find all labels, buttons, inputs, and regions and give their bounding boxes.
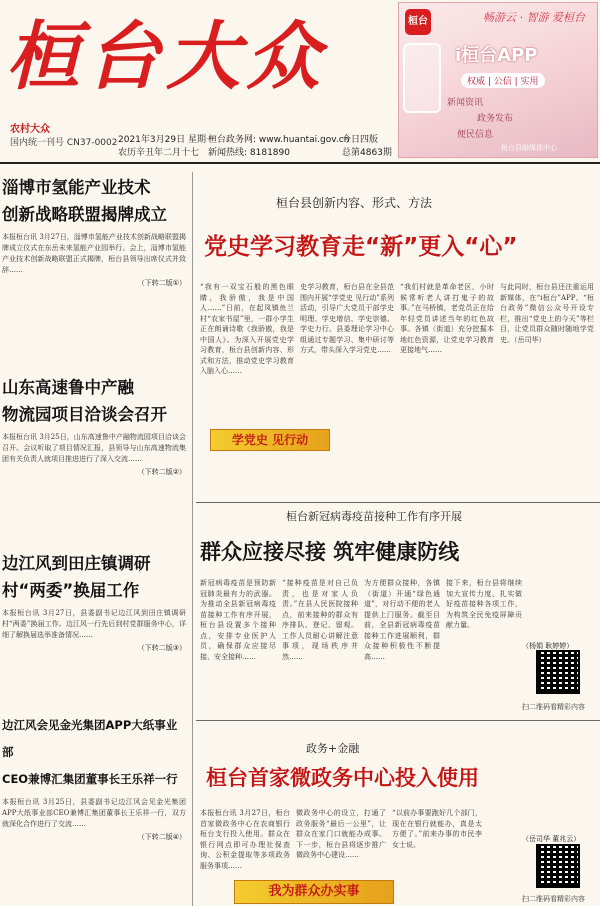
kicker: 桓台新冠病毒疫苗接种工作有序开展 bbox=[286, 510, 462, 523]
masthead bbox=[0, 0, 600, 160]
continued-link[interactable]: （下转二版④） bbox=[137, 833, 186, 841]
lunar-date: 农历辛丑年二月十七 bbox=[118, 148, 200, 158]
story-column: 微政务中心的设立，打通了政务服务“最后一公里”，让群众在家门口就能办成事。下一步，桓台县将逐步推广微政务中心建设…… bbox=[296, 809, 386, 859]
ad-features bbox=[447, 95, 513, 143]
kicker: 政务+金融 bbox=[306, 742, 360, 755]
masthead-rule bbox=[0, 162, 600, 164]
qr-caption: 扫二维码看精彩内容 bbox=[522, 703, 585, 711]
ad-feature-gov: 政务发布 bbox=[477, 114, 514, 124]
story-column: 史学习教育，桓台县在全县范围内开展“学党史 见行动”系列活动，引导广大党员干部学史明理、学史增信、学史崇德、学史力行。县委理论学习中心组通过专题学习、集中研讨等方式，带头深入学习党史…… bbox=[300, 283, 394, 354]
section-rule bbox=[196, 720, 600, 721]
article-body: 本报桓台讯 3月27日，淄博市氢能产业技术创新战略联盟揭牌成立仪式在东岳未来氢能产业园举行。会上，淄博市氢能产业技术创新战略联盟正式揭牌，桓台县领导出席仪式并致辞…… bbox=[2, 233, 186, 274]
lead-headline[interactable]: 桓台首家微政务中心投入使用 bbox=[206, 766, 479, 790]
ad-tags: 权威 | 公信 | 实用 bbox=[461, 73, 545, 88]
article-body: 本报桓台讯 3月25日，县委副书记边江风会见金光集团APP大纸事业部CEO兼博汇集团董事长王乐祥一行，双方就深化合作进行了交流…… bbox=[2, 798, 186, 828]
article-body: 本报桓台讯 3月25日，山东高速鲁中产融物流园项目洽谈会召开。会议听取了项目情况汇报，县领导与山东高速物流集团有关负责人就项目推进进行了深入交流…… bbox=[2, 433, 186, 463]
headline: 淄博市氢能产业技术 bbox=[2, 178, 151, 197]
app-name: i桓台APP bbox=[455, 45, 538, 66]
masthead-contacts bbox=[208, 134, 349, 160]
kicker: 桓台县创新内容、形式、方法 bbox=[276, 196, 433, 210]
story-column: 与此同时，桓台县还注重运用新媒体，在“i桓台”APP、“桓台政务”微信公众号开设专栏，推出“党史上的今天”等栏目，让党员群众随时随地学党史。（岳司华） bbox=[500, 283, 594, 344]
headline: 边江风会见金光集团APP大纸事业部 bbox=[2, 718, 178, 759]
issue-number: 总第4863期 bbox=[342, 148, 392, 158]
article-election[interactable] bbox=[2, 550, 186, 653]
issue-date: 2021年3月29日 星期一 bbox=[118, 135, 215, 145]
newspaper-title: 桓台大众 bbox=[6, 14, 326, 100]
story-column: “以前办事要跑好几个部门，现在在银行就能办，真是太方便了。”前来办事的市民李女士说。 bbox=[392, 809, 482, 849]
app-logo-icon: 桓台 bbox=[405, 9, 431, 35]
story-column: 为方便群众接种，各镇（街道）开通“绿色通道”，对行动不便的老人提供上门服务。截至目前，全县新冠病毒疫苗接种工作进展顺利，群众接种积极性不断提高…… bbox=[364, 579, 440, 661]
hotline: 新闻热线: 8181890 bbox=[208, 148, 290, 158]
site-url[interactable]: 桓台政务网: www.huantai.gov.cn bbox=[208, 135, 350, 145]
story-column: “我有一双宝石般的黑色眼睛，我骄傲，我是中国人……”日前，在起凤镇鱼兰村“农家书屋”里，一群小学生正在朗诵诗歌《我骄傲，我是中国人》。为深入开展党史学习教育，桓台县创新内容、形式和方法，推动党史学习教育入脑入心…… bbox=[200, 283, 294, 375]
story-column: 接下来，桓台县将继续加大宣传力度，扎实做好疫苗接种各项工作，为构筑全民免疫屏障贡献力量。 bbox=[446, 579, 522, 629]
ad-feature-news: 新闻资讯 bbox=[447, 98, 484, 108]
column-divider bbox=[192, 172, 193, 906]
headline: 创新战略联盟揭牌成立 bbox=[2, 205, 167, 224]
article-hydrogen[interactable] bbox=[2, 174, 186, 288]
byline: （岳司华 董兆云） bbox=[522, 835, 581, 843]
left-column bbox=[0, 172, 190, 906]
headline: 物流园项目洽谈会召开 bbox=[2, 405, 167, 424]
story-column: 本报桓台讯 3月27日，桓台首家微政务中心在农商银行桓台支行投入使用。群众在银行网点即可办理社保查询、公积金提取等多项政务服务事项…… bbox=[200, 809, 290, 870]
theme-banner: 学党史 见行动 bbox=[210, 429, 330, 451]
headline: 山东高速鲁中产融 bbox=[2, 378, 134, 397]
ad-feature-service: 便民信息 bbox=[457, 130, 494, 140]
byline: （杨娟 耿婷婷） bbox=[522, 642, 574, 650]
lead-headline[interactable]: 党史学习教育走“新”更入“心” bbox=[204, 234, 518, 260]
story-column: “我们村就是革命老区，小时候常听老人讲打鬼子的故事。”在马桥镇，老党员正在给年轻党员讲述当年的红色故事。各镇（街道）充分挖掘本地红色资源，让党史学习教育更接地气…… bbox=[400, 283, 494, 354]
masthead-pages bbox=[342, 134, 392, 160]
theme-banner: 我为群众办实事 bbox=[234, 880, 394, 904]
continued-link[interactable]: （下转二版③） bbox=[137, 644, 186, 652]
story-column: 新冠病毒疫苗是预防新冠肺炎最有力的武器。为推动全县新冠病毒疫苗接种工作有序开展，桓台县设置多个接种点，安排专业医护人员，确保群众应接尽接、安全接种…… bbox=[200, 579, 276, 661]
phone-icon bbox=[403, 43, 441, 113]
headline: CEO兼博汇集团董事长王乐祥一行 bbox=[2, 772, 178, 786]
article-meeting[interactable] bbox=[2, 712, 186, 842]
story-column: “接种疫苗是对自己负责，也是对家人负责。”在县人民医院接种点，前来接种的群众有序排队、登记、留观。工作人员耐心讲解注意事项，现场秩序井然…… bbox=[282, 579, 358, 661]
publication-code: 国内统一刊号 CN37-0002 bbox=[10, 138, 118, 148]
ad-footer: 桓台县融媒体中心 bbox=[501, 144, 557, 152]
headline: 村“两委”换届工作 bbox=[2, 581, 140, 600]
article-logistics[interactable] bbox=[2, 374, 186, 477]
continued-link[interactable]: （下转二版①） bbox=[137, 279, 186, 287]
lead-headline[interactable]: 群众应接尽接 筑牢健康防线 bbox=[200, 540, 460, 564]
headline: 边江风到田庄镇调研 bbox=[2, 554, 151, 573]
qr-caption: 扫二维码看精彩内容 bbox=[522, 895, 585, 903]
app-advertisement[interactable] bbox=[398, 2, 598, 158]
article-body: 本报桓台讯 3月27日，县委副书记边江风到田庄镇调研村“两委”换届工作。边江风一行先后到村党群服务中心，详细了解换届选举准备情况…… bbox=[2, 609, 186, 639]
continued-link[interactable]: （下转二版②） bbox=[137, 468, 186, 476]
lead-story-body bbox=[200, 282, 598, 377]
qr-code-icon[interactable] bbox=[536, 844, 580, 888]
ad-slogan: 畅游云 · 智游 爱桓台 bbox=[483, 11, 585, 24]
qr-code-icon[interactable] bbox=[536, 650, 580, 694]
brand-logo-text: 农村大众 bbox=[10, 124, 50, 135]
page-count: 今日四版 bbox=[342, 135, 379, 145]
right-column bbox=[196, 172, 600, 906]
section-rule bbox=[196, 502, 600, 503]
